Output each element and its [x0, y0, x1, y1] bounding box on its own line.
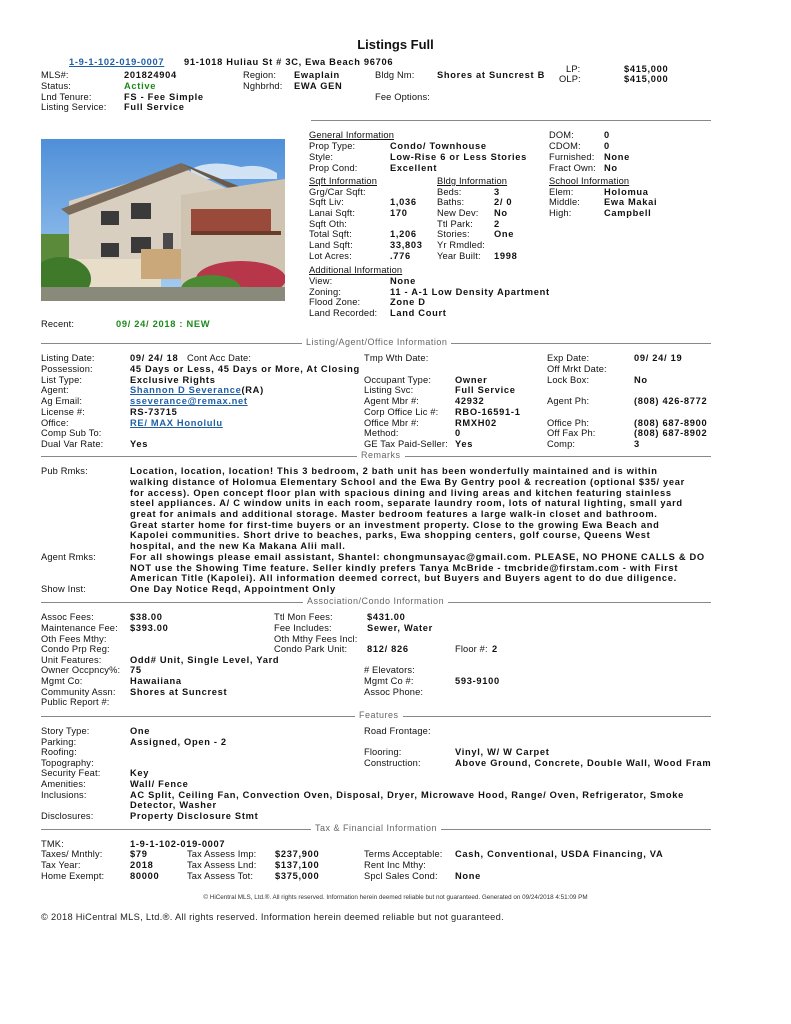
- flooring-value: Vinyl, W/ W Carpet: [455, 747, 550, 757]
- flooring-label: Flooring:: [364, 747, 402, 757]
- listing-date-value: 09/ 24/ 18: [130, 353, 179, 363]
- cdom-label: CDOM:: [549, 141, 581, 151]
- agent-email-link[interactable]: sseverance@remax.net: [130, 396, 248, 406]
- tmk-link[interactable]: 1-9-1-102-019-0007: [69, 57, 165, 67]
- section-heading-listing: Listing/Agent/Office Information: [302, 337, 451, 347]
- elem-value: Holomua: [604, 187, 649, 197]
- story-type-label: Story Type:: [41, 726, 90, 736]
- license-value: RS-73715: [130, 407, 178, 417]
- story-type-value: One: [130, 726, 151, 736]
- grg-label: Grg/Car Sqft:: [309, 187, 366, 197]
- mls-value: 201824904: [124, 70, 177, 80]
- agent-rmks-line: For all showings please email assistant, Shantel: chongmunsayac@gmail.com. PLEASE, NO PHONE CALLS & DO: [130, 552, 705, 562]
- amenities-value: Wall/ Fence: [130, 779, 189, 789]
- spcl-sales-label: Spcl Sales Cond:: [364, 871, 438, 881]
- fee-includes-value: Sewer, Water: [367, 623, 433, 633]
- amenities-label: Amenities:: [41, 779, 86, 789]
- baths-label: Baths:: [437, 197, 465, 207]
- assess-imp-value: $237,900: [275, 849, 320, 859]
- show-inst-value: One Day Notice Reqd, Appointment Only: [130, 584, 336, 594]
- agent-email-label: Ag Email:: [41, 396, 83, 406]
- owner-occ-value: 75: [130, 665, 142, 675]
- middle-label: Middle:: [549, 197, 581, 207]
- office-mbr-value: RMXH02: [455, 418, 497, 428]
- agent-suffix: (RA): [241, 385, 264, 395]
- tmk-label: TMK:: [41, 839, 64, 849]
- school-heading: School Information: [549, 176, 630, 186]
- show-inst-label: Show Inst:: [41, 584, 86, 594]
- additional-heading: Additional Information: [309, 265, 403, 275]
- built-label: Year Built:: [437, 251, 481, 261]
- zoning-value: 11 - A-1 Low Density Apartment: [390, 287, 550, 297]
- bldg-nm-label: Bldg Nm:: [375, 70, 415, 80]
- park-label: Ttl Park:: [437, 219, 473, 229]
- tenure-label: Lnd Tenure:: [41, 92, 92, 102]
- acres-value: .776: [390, 251, 411, 261]
- high-label: High:: [549, 208, 572, 218]
- dual-var-label: Dual Var Rate:: [41, 439, 104, 449]
- security-value: Key: [130, 768, 150, 778]
- olp-label: OLP:: [559, 74, 581, 84]
- office-mbr-label: Office Mbr #:: [364, 418, 419, 428]
- terms-label: Terms Acceptable:: [364, 849, 443, 859]
- floor-no-value: 2: [492, 644, 498, 654]
- condo-park-label: Condo Park Unit:: [274, 644, 348, 654]
- method-label: Method:: [364, 428, 399, 438]
- exp-date-value: 09/ 24/ 19: [634, 353, 683, 363]
- construction-label: Construction:: [364, 758, 421, 768]
- agent-link[interactable]: Shannon D Severance: [130, 385, 242, 395]
- parking-value: Assigned, Open - 2: [130, 737, 227, 747]
- liv-label: Sqft Liv:: [309, 197, 344, 207]
- listing-address: 91-1018 Huliau St # 3C, Ewa Beach 96706: [184, 57, 394, 67]
- newdev-value: No: [494, 208, 508, 218]
- terms-value: Cash, Conventional, USDA Financing, VA: [455, 849, 664, 859]
- acres-label: Lot Acres:: [309, 251, 352, 261]
- pub-rmks-line: for access). Open concept floor plan with spacious dining and living areas and kitchen featuring stainless: [130, 488, 672, 498]
- corp-lic-value: RBO-16591-1: [455, 407, 521, 417]
- community-label: Community Assn:: [41, 687, 116, 697]
- prop-type-label: Prop Type:: [309, 141, 356, 151]
- recent-label: Recent:: [41, 319, 75, 329]
- ge-tax-label: GE Tax Paid-Seller:: [364, 439, 448, 449]
- zoning-label: Zoning:: [309, 287, 342, 297]
- disclosures-label: Disclosures:: [41, 811, 94, 821]
- bldg-heading: Bldg Information: [437, 176, 508, 186]
- section-heading-tax: Tax & Financial Information: [311, 823, 441, 833]
- maint-fee-label: Maintenance Fee:: [41, 623, 118, 633]
- office-link[interactable]: RE/ MAX Honolulu: [130, 418, 223, 428]
- pub-rmks-line: hospital, and the new Ka Makana Alii mall.: [130, 541, 346, 551]
- comp-value: 3: [634, 439, 640, 449]
- dom-value: 0: [604, 130, 610, 140]
- baths-value: 2/ 0: [494, 197, 513, 207]
- rmdled-label: Yr Rmdled:: [437, 240, 485, 250]
- fee-options-label: Fee Options:: [375, 92, 431, 102]
- pub-rmks-line: Great starter home for first-time buyers or an investment property. Close to the growing Ewa Beach and: [130, 520, 660, 530]
- flood-value: Zone D: [390, 297, 426, 307]
- oth-label: Sqft Oth:: [309, 219, 348, 229]
- tax-year-value: 2018: [130, 860, 154, 870]
- footer-generated: © HiCentral MLS, Ltd.®. All rights reserved. Information herein deemed reliable but not guaranteed. Generated on 09/24/2018 4:51:09 PM: [203, 894, 588, 901]
- beds-label: Beds:: [437, 187, 462, 197]
- prop-cond-value: Excellent: [390, 163, 438, 173]
- general-heading: General Information: [309, 130, 395, 140]
- lp-value: $415,000: [624, 64, 669, 74]
- lock-box-value: No: [634, 375, 648, 385]
- pub-rmks-line: Location, location, location! This 3 bedroom, 2 bath unit has been wonderfully maintained and is within: [130, 466, 658, 476]
- comp-sub-label: Comp Sub To:: [41, 428, 102, 438]
- high-value: Campbell: [604, 208, 652, 218]
- lanai-value: 170: [390, 208, 408, 218]
- occupant-value: Owner: [455, 375, 488, 385]
- roofing-label: Roofing:: [41, 747, 77, 757]
- style-value: Low-Rise 6 or Less Stories: [390, 152, 528, 162]
- method-value: 0: [455, 428, 461, 438]
- divider: [311, 120, 711, 121]
- agent-value-row: [130, 385, 264, 396]
- ttl-fees-value: $431.00: [367, 612, 406, 622]
- spcl-sales-value: None: [455, 871, 482, 881]
- mls-label: MLS#:: [41, 70, 69, 80]
- total-value: 1,206: [390, 229, 417, 239]
- assess-imp-label: Tax Assess Imp:: [187, 849, 257, 859]
- fee-includes-label: Fee Includes:: [274, 623, 332, 633]
- furnished-label: Furnished:: [549, 152, 595, 162]
- pub-rmks-line: great for animals and additional storage. Master bedroom features a large walk-in closet and bathroom.: [130, 509, 658, 519]
- assoc-fees-label: Assoc Fees:: [41, 612, 94, 622]
- assoc-phone-label: Assoc Phone:: [364, 687, 424, 697]
- agent-ph-label: Agent Ph:: [547, 396, 590, 406]
- view-label: View:: [309, 276, 333, 286]
- ttl-fees-label: Ttl Mon Fees:: [274, 612, 333, 622]
- off-fax-label: Off Fax Ph:: [547, 428, 596, 438]
- mgmt-co-label: Mgmt Co:: [41, 676, 83, 686]
- agent-rmks-line: American Title (Kapolei). All information deemed correct, but Buyers and Buyers agent to do due diligence.: [130, 573, 677, 583]
- floor-no-label: Floor #:: [455, 644, 488, 654]
- section-heading-assoc: Association/Condo Information: [303, 596, 448, 606]
- taxes-value: $79: [130, 849, 148, 859]
- region-value: Ewaplain: [294, 70, 340, 80]
- ge-tax-value: Yes: [455, 439, 474, 449]
- inclusions-line: AC Split, Ceiling Fan, Convection Oven, Disposal, Dryer, Microwave Hood, Range/ Oven, Refrigerator, Smoke: [130, 790, 684, 800]
- lanai-label: Lanai Sqft:: [309, 208, 356, 218]
- liv-value: 1,036: [390, 197, 417, 207]
- nghbrhd-value: EWA GEN: [294, 81, 343, 91]
- rent-inc-label: Rent Inc Mthy:: [364, 860, 427, 870]
- sqft-heading: Sqft Information: [309, 176, 378, 186]
- listing-svc-value: Full Service: [455, 385, 516, 395]
- bldg-nm-value: Shores at Suncrest B: [437, 70, 546, 80]
- footer-copyright: © 2018 HiCentral MLS, Ltd.®. All rights reserved. Information herein deemed reliable but not guaranteed.: [41, 912, 504, 922]
- parking-label: Parking:: [41, 737, 77, 747]
- office-ph-label: Office Ph:: [547, 418, 590, 428]
- off-fax-value: (808) 687-8902: [634, 428, 708, 438]
- list-type-value: Exclusive Rights: [130, 375, 216, 385]
- mgmt-no-label: Mgmt Co #:: [364, 676, 414, 686]
- pub-rmks-line: steel appliances. A/ C window units in each room, separate laundry room, lots of natural lighting, small yard: [130, 498, 683, 508]
- oth-incl-label: Oth Mthy Fees Incl:: [274, 634, 358, 644]
- section-heading-remarks: Remarks: [357, 450, 405, 460]
- agent-mbr-label: Agent Mbr #:: [364, 396, 420, 406]
- middle-value: Ewa Makai: [604, 197, 658, 207]
- disclosures-value: Property Disclosure Stmt: [130, 811, 259, 821]
- property-photo: [41, 139, 285, 301]
- mgmt-co-value: Hawaiiana: [130, 676, 182, 686]
- security-label: Security Feat:: [41, 768, 101, 778]
- comp-label: Comp:: [547, 439, 576, 449]
- office-label: Office:: [41, 418, 69, 428]
- total-label: Total Sqft:: [309, 229, 352, 239]
- stories-label: Stories:: [437, 229, 470, 239]
- unit-features-value: Odd# Unit, Single Level, Yard: [130, 655, 280, 665]
- listing-svc-label: Listing Svc:: [364, 385, 414, 395]
- land-value: 33,803: [390, 240, 423, 250]
- condo-park-value: 812/ 826: [367, 644, 409, 654]
- taxes-label: Taxes/ Mnthly:: [41, 849, 103, 859]
- lp-label: LP:: [566, 64, 581, 74]
- cdom-value: 0: [604, 141, 610, 151]
- construction-value: Above Ground, Concrete, Double Wall, Wood Fram: [455, 758, 712, 768]
- agent-rmks-label: Agent Rmks:: [41, 552, 96, 562]
- road-frontage-label: Road Frontage:: [364, 726, 431, 736]
- list-type-label: List Type:: [41, 375, 83, 385]
- landrec-value: Land Court: [390, 308, 447, 318]
- prop-type-value: Condo/ Townhouse: [390, 141, 487, 151]
- maint-fee-value: $393.00: [130, 623, 169, 633]
- lock-box-label: Lock Box:: [547, 375, 590, 385]
- corp-lic-label: Corp Office Lic #:: [364, 407, 439, 417]
- dual-var-value: Yes: [130, 439, 149, 449]
- nghbrhd-label: Nghbrhd:: [243, 81, 283, 91]
- elem-label: Elem:: [549, 187, 574, 197]
- assess-tot-label: Tax Assess Tot:: [187, 871, 254, 881]
- prop-cond-label: Prop Cond:: [309, 163, 358, 173]
- license-label: License #:: [41, 407, 85, 417]
- topography-label: Topography:: [41, 758, 94, 768]
- home-exempt-value: 80000: [130, 871, 160, 881]
- newdev-label: New Dev:: [437, 208, 479, 218]
- section-heading-features: Features: [355, 710, 403, 720]
- agent-mbr-value: 42932: [455, 396, 485, 406]
- assess-tot-value: $375,000: [275, 871, 320, 881]
- landrec-label: Land Recorded:: [309, 308, 378, 318]
- olp-value: $415,000: [624, 74, 669, 84]
- condo-prp-label: Condo Prp Reg:: [41, 644, 110, 654]
- dom-label: DOM:: [549, 130, 574, 140]
- fract-value: No: [604, 163, 618, 173]
- style-label: Style:: [309, 152, 334, 162]
- page-title: Listings Full: [357, 37, 434, 52]
- assoc-fees-value: $38.00: [130, 612, 163, 622]
- beds-value: 3: [494, 187, 500, 197]
- flood-label: Flood Zone:: [309, 297, 361, 307]
- land-label: Land Sqft:: [309, 240, 353, 250]
- owner-occ-label: Owner Occpncy%:: [41, 665, 121, 675]
- furnished-value: None: [604, 152, 631, 162]
- agent-ph-value: (808) 426-8772: [634, 396, 708, 406]
- off-mrkt-label: Off Mrkt Date:: [547, 364, 607, 374]
- agent-label: Agent:: [41, 385, 69, 395]
- possession-label: Possession:: [41, 364, 93, 374]
- tenure-value: FS - Fee Simple: [124, 92, 204, 102]
- view-value: None: [390, 276, 417, 286]
- exp-date-label: Exp Date:: [547, 353, 590, 363]
- home-exempt-label: Home Exempt:: [41, 871, 105, 881]
- office-ph-value: (808) 687-8900: [634, 418, 708, 428]
- inclusions-line: Detector, Washer: [130, 800, 217, 810]
- park-value: 2: [494, 219, 500, 229]
- stories-value: One: [494, 229, 515, 239]
- recent-value: 09/ 24/ 2018 : NEW: [116, 319, 211, 329]
- elevators-label: # Elevators:: [364, 665, 415, 675]
- mgmt-no-value: 593-9100: [455, 676, 500, 686]
- tax-year-label: Tax Year:: [41, 860, 81, 870]
- community-value: Shores at Suncrest: [130, 687, 228, 697]
- agent-rmks-line: NOT use the Showing Time feature. Seller kindly prefers Tanya McBride - tmcbride@firstam.com - with First: [130, 563, 679, 573]
- inclusions-label: Inclusions:: [41, 790, 87, 800]
- status-value: Active: [124, 81, 157, 91]
- pub-rmks-label: Pub Rmks:: [41, 466, 88, 476]
- listing-service-label: Listing Service:: [41, 102, 107, 112]
- pub-rmks-line: walking distance of Holomua Elementary School and the Ewa By Gentry pool & recreation (optional $35/ year: [130, 477, 685, 487]
- region-label: Region:: [243, 70, 277, 80]
- assess-lnd-label: Tax Assess Lnd:: [187, 860, 257, 870]
- tmk-value: 1-9-1-102-019-0007: [130, 839, 226, 849]
- fract-label: Fract Own:: [549, 163, 596, 173]
- possession-value: 45 Days or Less, 45 Days or More, At Closing: [130, 364, 360, 374]
- built-value: 1998: [494, 251, 518, 261]
- status-label: Status:: [41, 81, 71, 91]
- unit-features-label: Unit Features:: [41, 655, 102, 665]
- oth-fees-label: Oth Fees Mthy:: [41, 634, 107, 644]
- listing-service-value: Full Service: [124, 102, 185, 112]
- tmp-wth-label: Tmp Wth Date:: [364, 353, 429, 363]
- cont-acc-label: Cont Acc Date:: [187, 353, 252, 363]
- occupant-label: Occupant Type:: [364, 375, 432, 385]
- listing-date-label: Listing Date:: [41, 353, 95, 363]
- assess-lnd-value: $137,100: [275, 860, 320, 870]
- pub-rmks-line: Kapolei communities. Short drive to beaches, parks, Ewa shopping centers, golf course, Queens West: [130, 530, 651, 540]
- public-report-label: Public Report #:: [41, 697, 110, 707]
